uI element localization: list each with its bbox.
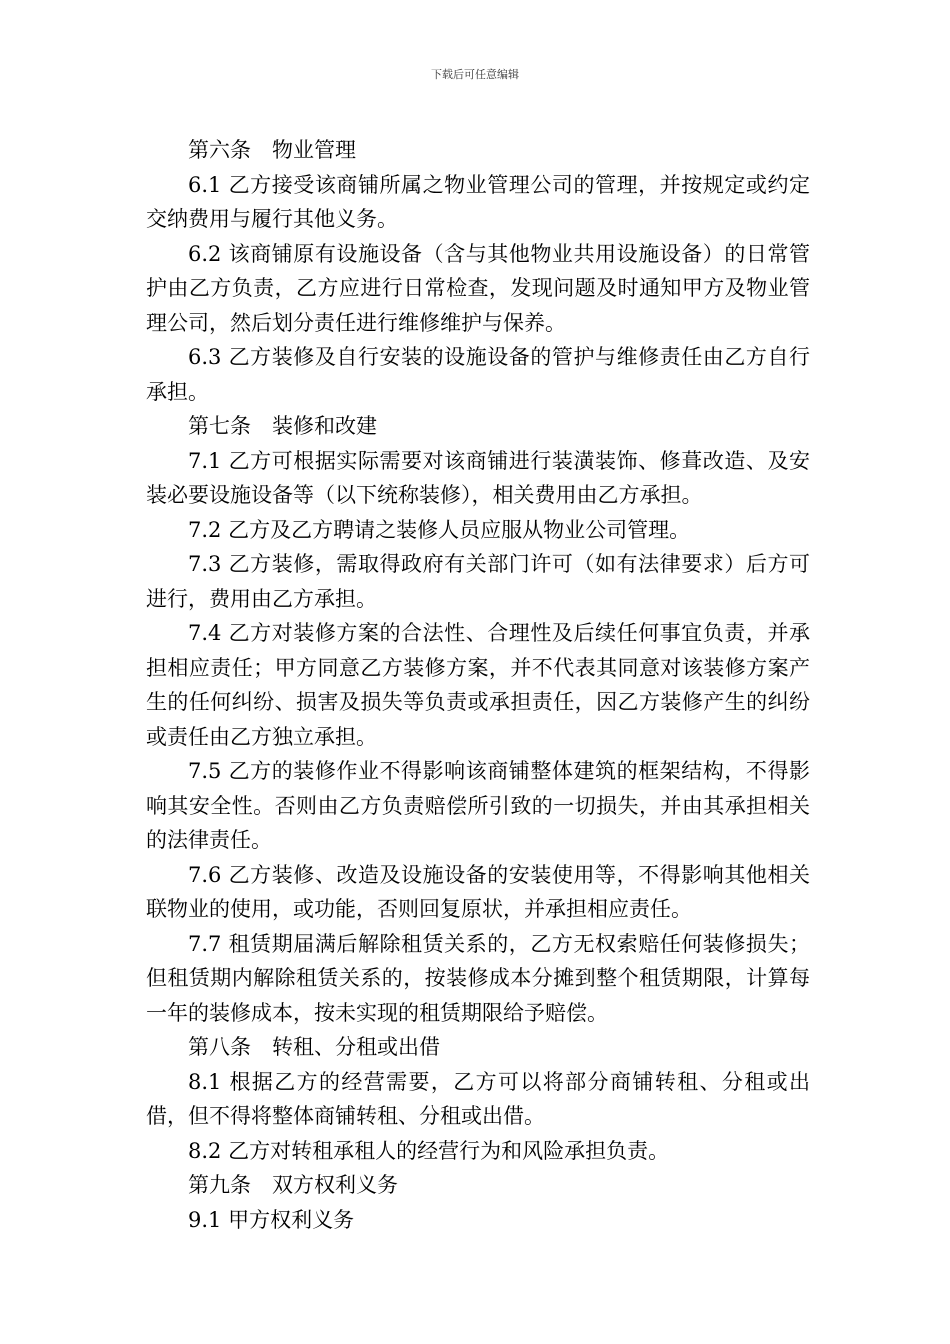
clause-paragraph: 8.1 根据乙方的经营需要，乙方可以将部分商铺转租、分租或出借，但不得将整体商铺转租、分租或出借。 bbox=[146, 1069, 810, 1128]
clause-paragraph: 8.2 乙方对转租承租人的经营行为和风险承担负责。 bbox=[188, 1138, 670, 1163]
clause-paragraph: 7.5 乙方的装修作业不得影响该商铺整体建筑的框架结构，不得影响其安全性。否则由乙方负责赔偿所引致的一切损失，并由其承担相关的法律责任。 bbox=[146, 759, 810, 852]
clause-paragraph: 6.3 乙方装修及自行安装的设施设备的管护与维修责任由乙方自行承担。 bbox=[146, 345, 810, 404]
clause-paragraph: 7.4 乙方对装修方案的合法性、合理性及后续任何事宜负责，并承担相应责任；甲方同意乙方装修方案，并不代表其同意对该装修方案产生的任何纠纷、损害及损失等负责或承担责任，因乙方装修产生的纠纷或责任由乙方独立承担。 bbox=[146, 621, 810, 749]
page-header-note: 下载后可任意编辑 bbox=[431, 68, 519, 81]
article-heading: 第九条 双方权利义务 bbox=[188, 1173, 398, 1197]
article-heading: 第六条 物业管理 bbox=[188, 138, 356, 162]
clause-paragraph: 9.1 甲方权利义务 bbox=[188, 1207, 355, 1232]
clause-paragraph: 7.6 乙方装修、改造及设施设备的安装使用等，不得影响其他相关联物业的使用，或功能，否则回复原状，并承担相应责任。 bbox=[146, 862, 810, 921]
clause-paragraph: 7.2 乙方及乙方聘请之装修人员应服从物业公司管理。 bbox=[188, 517, 691, 542]
clause-paragraph: 6.1 乙方接受该商铺所属之物业管理公司的管理，并按规定或约定交纳费用与履行其他义务。 bbox=[146, 172, 810, 231]
article-heading: 第七条 装修和改建 bbox=[188, 414, 377, 438]
article-heading: 第八条 转租、分租或出借 bbox=[188, 1035, 440, 1059]
clause-paragraph: 6.2 该商铺原有设施设备（含与其他物业共用设施设备）的日常管护由乙方负责，乙方应进行日常检查，发现问题及时通知甲方及物业管理公司，然后划分责任进行维修维护与保养。 bbox=[146, 241, 810, 335]
clause-paragraph: 7.3 乙方装修，需取得政府有关部门许可（如有法律要求）后方可进行，费用由乙方承担。 bbox=[146, 552, 810, 611]
clause-paragraph: 7.7 租赁期届满后解除租赁关系的，乙方无权索赔任何装修损失；但租赁期内解除租赁关系的，按装修成本分摊到整个租赁期限，计算每一年的装修成本，按未实现的租赁期限给予赔偿。 bbox=[146, 931, 810, 1025]
document-body bbox=[146, 133, 810, 1237]
clause-paragraph: 7.1 乙方可根据实际需要对该商铺进行装潢装饰、修葺改造、及安装必要设施设备等（以下统称装修），相关费用由乙方承担。 bbox=[146, 448, 810, 507]
